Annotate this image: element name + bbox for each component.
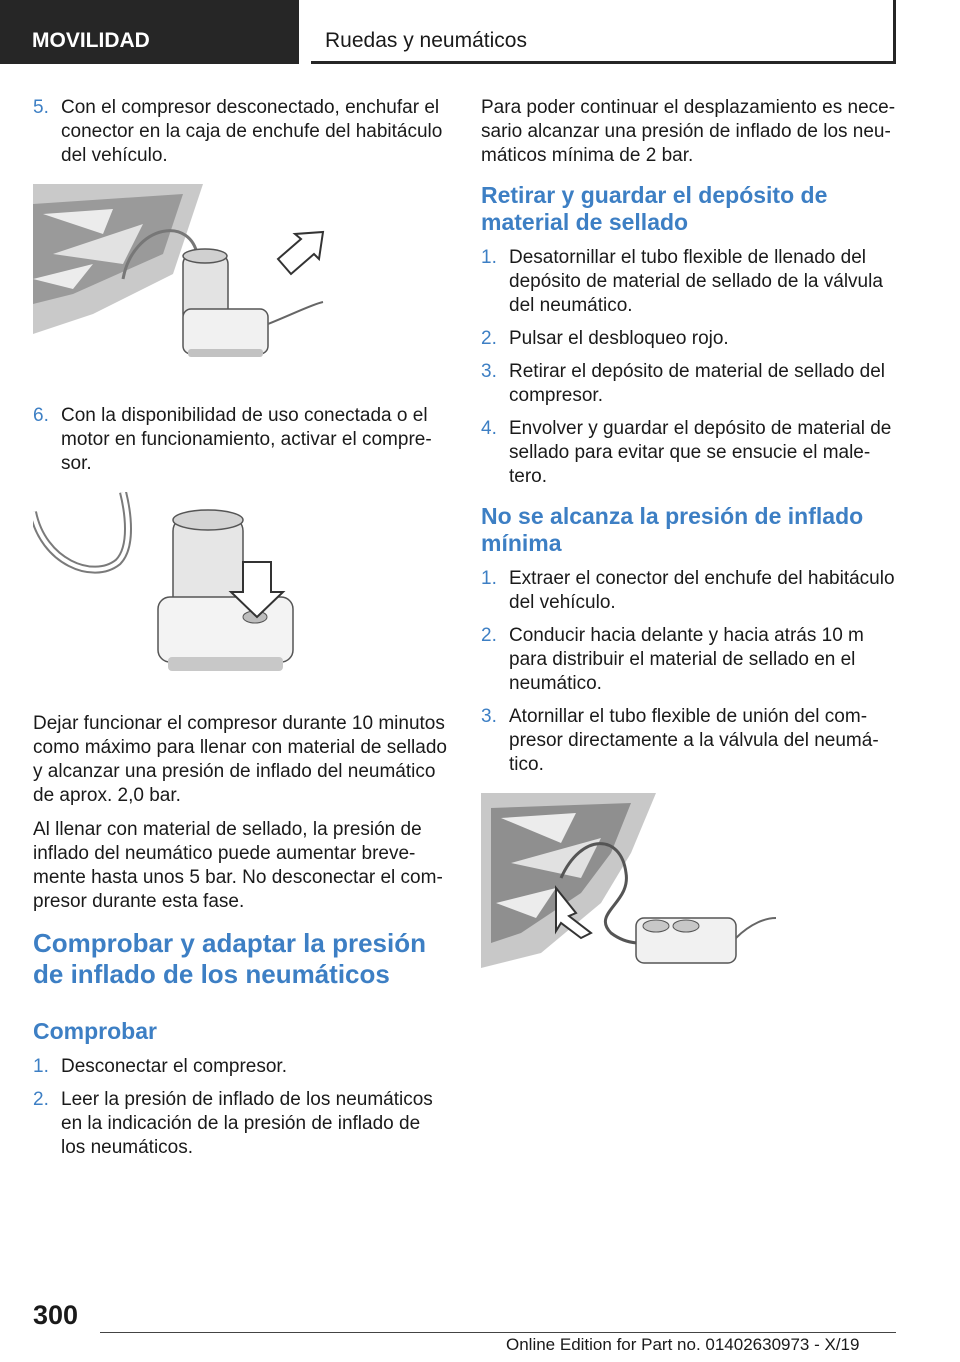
header-section-label: MOVILIDAD	[32, 29, 150, 52]
remove-step	[481, 360, 899, 408]
right-column	[481, 96, 899, 1003]
figure-compressor-connection-illustration	[33, 184, 333, 384]
header-chapter-label: Ruedas y neumáticos	[325, 29, 527, 52]
step-text: Desatornillar el tubo flexible de llenado del depósito de material de sellado de la válvula del neumático.	[509, 247, 883, 316]
step-6	[33, 404, 448, 476]
heading-remove-store-container: Retirar y guardar el depósito de material de sellado	[481, 182, 828, 235]
header-section-tab	[0, 0, 299, 64]
step-number: 3.	[481, 361, 497, 382]
step-5	[33, 96, 448, 168]
step-text: Con el compresor desconectado, enchufar el conector en la caja de enchufe del habitáculo del vehículo.	[61, 97, 443, 166]
min-pressure-step	[481, 624, 899, 696]
page-number: 300	[33, 1300, 79, 1330]
step-text: Conducir hacia delante y hacia atrás 10 m para distribuir el material de sellado en el neumático.	[509, 625, 864, 694]
step-text: Con la disponibilidad de uso conectada o el motor en funcionamiento, activar el compresor.	[61, 405, 432, 474]
step-text: Envolver y guardar el depósito de material de sellado para evitar que se ensucie el maletero.	[509, 418, 892, 487]
step-number: 1.	[481, 568, 497, 589]
footer-divider	[100, 1332, 896, 1333]
step-number: 4.	[481, 418, 497, 439]
step-number: 3.	[481, 706, 497, 727]
step-number: 5.	[33, 97, 49, 118]
remove-step	[481, 327, 899, 351]
footer-edition: Online Edition for Part no. 01402630973 - X/19	[506, 1335, 860, 1354]
heading-check: Comprobar	[33, 1018, 157, 1044]
step-text: Retirar el depósito de material de sellado del compresor.	[509, 361, 885, 406]
step-number: 2.	[481, 328, 497, 349]
header-chapter-box	[311, 0, 896, 64]
paragraph-min-pressure: Para poder continuar el desplazamiento es necesario alcanzar una presión de inflado de los neumáticos mínima de 2 bar.	[481, 97, 896, 166]
step-text: Extraer el conector del enchufe del habitáculo del vehículo.	[509, 568, 895, 613]
step-number: 1.	[33, 1056, 49, 1077]
remove-step	[481, 417, 899, 489]
step-number: 2.	[33, 1089, 49, 1110]
check-step	[33, 1055, 448, 1079]
step-number: 1.	[481, 247, 497, 268]
remove-step	[481, 246, 899, 318]
paragraph-fill-duration: Dejar funcionar el compresor durante 10 minutos como máximo para llenar con material de sellado y alcanzar una presión de inflado del neumático de aprox. 2,0 bar.	[33, 713, 447, 806]
heading-check-adjust-pressure: Comprobar y adaptar la presión de inflado de los neumáticos	[33, 928, 426, 989]
check-step	[33, 1088, 448, 1160]
step-text: Atornillar el tubo flexible de unión del compresor directamente a la válvula del neumático.	[509, 706, 879, 775]
min-pressure-step	[481, 567, 899, 615]
step-number: 6.	[33, 405, 49, 426]
step-number: 2.	[481, 625, 497, 646]
step-text: Leer la presión de inflado de los neumáticos en la indicación de la presión de inflado de los neumáticos.	[61, 1089, 433, 1158]
step-text: Desconectar el compresor.	[61, 1056, 287, 1077]
min-pressure-step	[481, 705, 899, 777]
heading-min-pressure-not-reached: No se alcanza la presión de inflado mínima	[481, 503, 864, 556]
figure-hose-to-valve-illustration	[481, 793, 781, 983]
figure-compressor-activation-illustration	[33, 492, 333, 692]
step-text: Pulsar el desbloqueo rojo.	[509, 328, 729, 349]
left-column	[33, 96, 448, 1169]
paragraph-pressure-note: Al llenar con material de sellado, la presión de inflado del neumático puede aumentar brevemente hasta unos 5 bar. No desconectar el compresor durante esta fase.	[33, 819, 443, 912]
